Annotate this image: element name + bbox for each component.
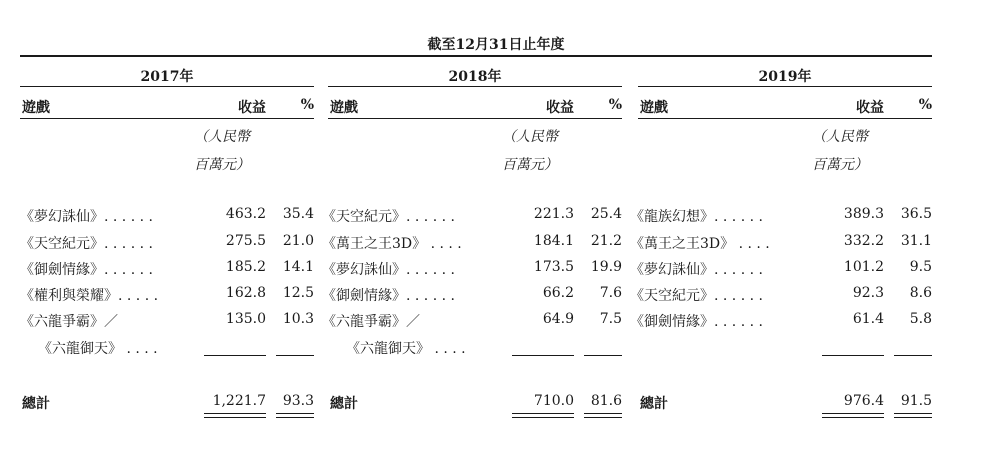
revenue-value: 184.1 [533,233,574,249]
unit-label: （人民幣 [502,129,558,145]
col-header-pct: % [608,97,622,113]
year-heading: 2019年 [758,69,812,85]
col-header-revenue: 收益 [238,100,266,116]
pct-value: 21.2 [590,233,622,249]
revenue-value: 332.2 [843,233,884,249]
unit-label: 百萬元） [502,157,558,173]
total-revenue: 710.0 [533,393,574,409]
revenue-value: 61.4 [852,311,884,327]
revenue-value: 173.5 [533,259,574,275]
col-header-rule [20,118,314,119]
col-header-rule [328,118,622,119]
subtotal-rule [204,355,266,356]
total-pct: 81.6 [590,393,622,409]
total-double-rule [512,413,574,418]
col-header-rule [638,118,932,119]
game-name: 《夢幻誅仙》. . . . . . [20,209,153,225]
pct-value: 19.9 [590,259,622,275]
subtotal-rule [276,355,314,356]
revenue-value: 275.5 [225,233,266,249]
total-double-rule [822,413,884,418]
revenue-value: 101.2 [843,259,884,275]
pct-value: 31.1 [900,233,932,249]
pct-value: 7.5 [599,311,622,327]
year-rule [20,86,314,87]
total-double-rule [894,413,932,418]
pct-value: 7.6 [599,285,622,301]
total-double-rule [204,413,266,418]
pct-value: 14.1 [282,259,314,275]
unit-label: 百萬元） [812,157,868,173]
total-label: 總計 [640,396,668,412]
year-rule [638,86,932,87]
revenue-value: 463.2 [225,206,266,222]
year-rule [328,86,622,87]
game-name: 《六龍爭霸》／ [20,314,118,330]
subtotal-rule [584,355,622,356]
subtotal-rule [822,355,884,356]
game-name: 《天空紀元》. . . . . . [20,236,153,252]
game-name: 《權利與榮耀》. . . . . [20,288,159,304]
unit-label: 百萬元） [194,157,250,173]
col-header-game: 遊戲 [22,100,50,116]
subtotal-rule [512,355,574,356]
pct-value: 12.5 [282,285,314,301]
revenue-value: 64.9 [542,311,574,327]
game-name: 《龍族幻想》. . . . . . [630,209,763,225]
col-header-pct: % [300,97,314,113]
revenue-value: 162.8 [225,285,266,301]
total-pct: 93.3 [282,393,314,409]
game-name: 《天空紀元》. . . . . . [630,288,763,304]
year-heading: 2017年 [140,69,194,85]
game-name: 《天空紀元》. . . . . . [322,209,455,225]
unit-label: （人民幣 [194,129,250,145]
game-name: 《夢幻誅仙》. . . . . . [322,262,455,278]
pct-value: 25.4 [590,206,622,222]
pct-value: 21.0 [282,233,314,249]
pct-value: 36.5 [900,206,932,222]
game-name: 《御劍情緣》. . . . . . [630,314,763,330]
game-name: 《御劍情緣》. . . . . . [322,288,455,304]
game-name: 《夢幻誅仙》. . . . . . [630,262,763,278]
pct-value: 5.8 [909,311,932,327]
game-name-continuation: 《六龍御天》 . . . . [38,341,158,357]
subtotal-rule [894,355,932,356]
unit-label: （人民幣 [812,129,868,145]
col-header-revenue: 收益 [546,100,574,116]
total-pct: 91.5 [900,393,932,409]
period-header-rule [20,55,932,57]
game-name-continuation: 《六龍御天》 . . . . [346,341,466,357]
col-header-pct: % [918,97,932,113]
col-header-game: 遊戲 [330,100,358,116]
pct-value: 8.6 [909,285,932,301]
total-double-rule [276,413,314,418]
total-revenue: 976.4 [843,393,884,409]
pct-value: 35.4 [282,206,314,222]
game-name: 《萬王之王3D》 . . . . [630,236,770,252]
year-heading: 2018年 [448,69,502,85]
pct-value: 10.3 [282,311,314,327]
total-double-rule [584,413,622,418]
revenue-value: 135.0 [225,311,266,327]
total-revenue: 1,221.7 [212,393,266,409]
period-header: 截至12月31日止年度 [427,37,565,53]
game-name: 《六龍爭霸》／ [322,314,420,330]
total-label: 總計 [330,396,358,412]
pct-value: 9.5 [909,259,932,275]
revenue-value: 185.2 [225,259,266,275]
revenue-value: 221.3 [533,206,574,222]
revenue-value: 92.3 [852,285,884,301]
game-name: 《御劍情緣》. . . . . . [20,262,153,278]
col-header-revenue: 收益 [856,100,884,116]
game-name: 《萬王之王3D》 . . . . [322,236,462,252]
revenue-value: 389.3 [843,206,884,222]
col-header-game: 遊戲 [640,100,668,116]
total-label: 總計 [22,396,50,412]
revenue-value: 66.2 [542,285,574,301]
